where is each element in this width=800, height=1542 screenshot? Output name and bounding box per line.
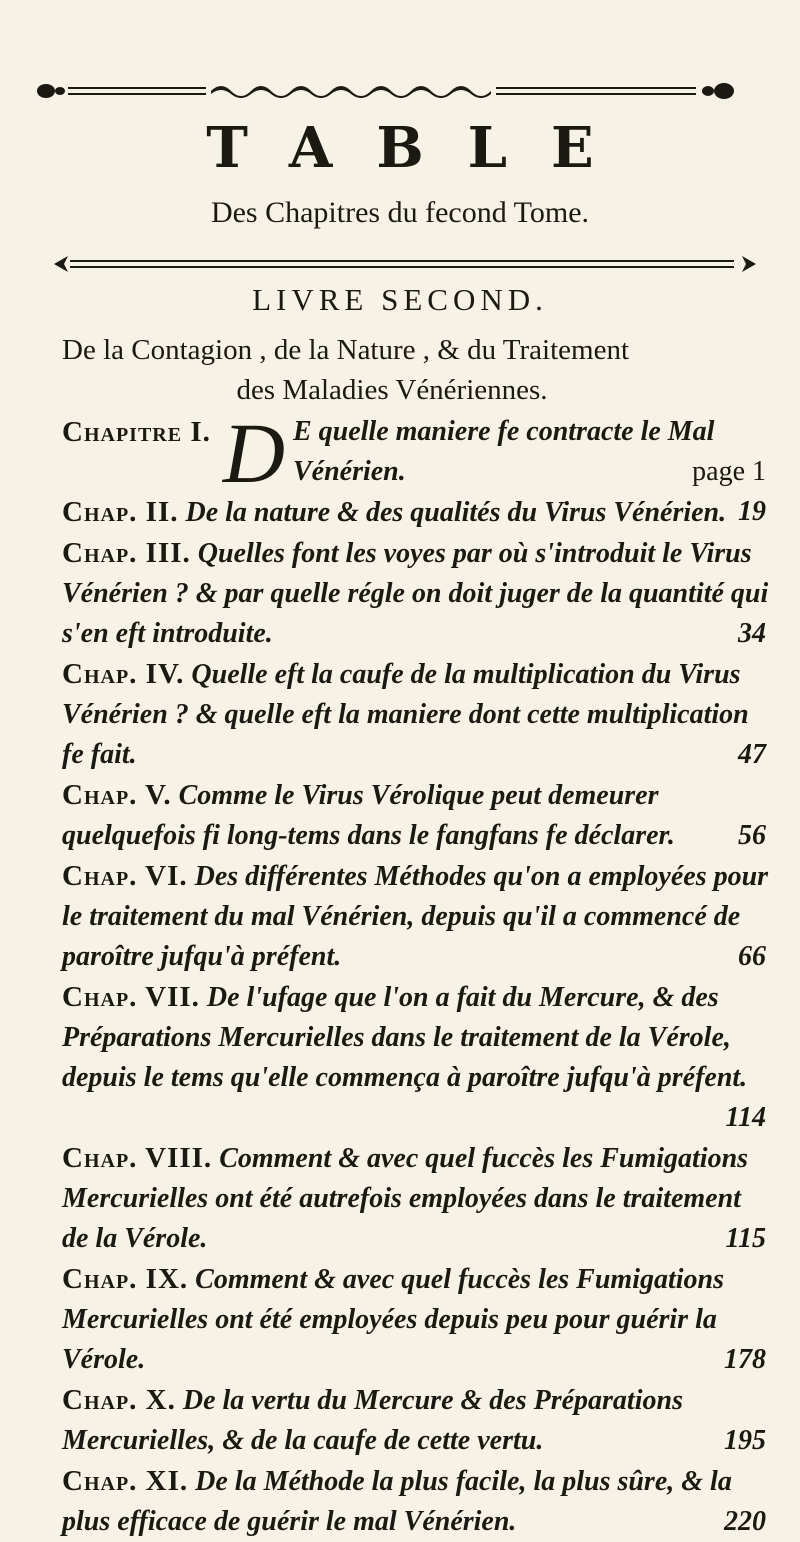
table-of-contents	[62, 405, 774, 1542]
chapter-title: De la Méthode la plus facile, la plus sûre, & la plus efficace de guérir le mal Vénérien.	[62, 1466, 732, 1537]
toc-entry	[62, 775, 774, 856]
toc-entry	[62, 856, 774, 977]
toc-entry	[62, 654, 774, 775]
chapter-label: Chap. X.	[62, 1384, 176, 1416]
chapter-label: Chap. IX.	[62, 1263, 189, 1295]
chapter-title: De l'ufage que l'on a fait du Mercure, & des Préparations Mercurielles dans le traitement de la Vérole, depuis le tems qu'elle commença à paroître jufqu'à préfent.	[62, 982, 748, 1093]
chapter-label: Chap. II.	[62, 496, 179, 528]
page-number: 220	[724, 1506, 766, 1537]
page-number: 66	[738, 941, 766, 972]
chapter-title: Comment & avec quel fuccès les Fumigations Mercurielles ont été autrefois employées dans le traitement de la Vérole.	[62, 1143, 749, 1254]
chapter-label: Chapitre I.	[62, 416, 211, 448]
ornamental-rule-middle	[52, 252, 758, 276]
toc-entry	[62, 977, 774, 1138]
page-number: 195	[724, 1425, 766, 1456]
chapter-title: Des différentes Méthodes qu'on a employées pour le traitement du mal Vénérien, depuis qu'il a commencé de paroître jufqu'à préfent.	[62, 861, 769, 972]
chapter-label: Chap. VII.	[62, 981, 200, 1013]
page-number: page 1	[692, 456, 766, 487]
book-description-line-2: des Maladies Vénériennes.	[236, 374, 548, 406]
chapter-title: De la vertu du Mercure & des Préparations Mercurielles, & de la caufe de cette vertu.	[62, 1385, 683, 1456]
toc-entry	[62, 405, 774, 501]
book-description	[62, 330, 762, 410]
toc-entry	[62, 1138, 774, 1259]
chapter-label: Chap. III.	[62, 537, 191, 569]
page-number: 114	[725, 1102, 766, 1133]
chapter-label: Chap. VIII.	[62, 1142, 213, 1174]
page-subtitle: Des Chapitres du fecond Tome.	[210, 196, 590, 229]
fleuron-left-icon	[37, 84, 65, 98]
page-title: TABLE	[206, 115, 638, 181]
chapter-label: Chap. V.	[62, 779, 172, 811]
chapter-title: De la nature & des qualités du Virus Vénérien.	[185, 497, 727, 528]
page-number: 178	[724, 1344, 766, 1375]
toc-entry	[62, 533, 774, 654]
arrow-left-icon	[54, 256, 68, 272]
chapter-label: Chap. VI.	[62, 860, 188, 892]
chapter-label: Chap. XI.	[62, 1465, 189, 1497]
page-number: 56	[738, 820, 766, 851]
drop-cap: D	[222, 405, 285, 501]
page-number: 34	[738, 618, 766, 649]
fleuron-right-icon	[702, 83, 734, 99]
arrow-right-icon	[742, 256, 756, 272]
toc-entry	[62, 1259, 774, 1380]
book-description-line-1: De la Contagion , de la Nature , & du Traitement	[62, 334, 630, 366]
chapter-title: E quelle maniere fe contracte le Mal Vénérien.	[292, 416, 715, 487]
chapter-title: Quelles font les voyes par où s'introduit le Virus Vénérien ? & par quelle régle on doit juger de la quantité qui s'en eft introduite.	[62, 538, 769, 649]
chapter-title: Quelle eft la caufe de la multiplication du Virus Vénérien ? & quelle eft la maniere dont cette multiplication fe fait.	[62, 659, 749, 770]
page-number: 19	[738, 496, 766, 527]
chapter-label: Chap. IV.	[62, 658, 185, 690]
chapter-title: Comment & avec quel fuccès les Fumigations Mercurielles ont été employées depuis peu pour guérir la Vérole.	[62, 1264, 725, 1375]
toc-entry	[62, 492, 774, 533]
page-number: 115	[725, 1223, 766, 1254]
toc-entry	[62, 1461, 774, 1542]
fleuron-center-icon	[211, 86, 491, 98]
page-number: 47	[738, 739, 766, 770]
chapter-title: Comme le Virus Vérolique peut demeurer quelquefois fi long-tems dans le fangfans fe déclarer.	[62, 780, 675, 851]
toc-entry	[62, 1380, 774, 1461]
book-heading: LIVRE SECOND.	[252, 282, 548, 317]
ornamental-rule-top	[36, 80, 736, 102]
